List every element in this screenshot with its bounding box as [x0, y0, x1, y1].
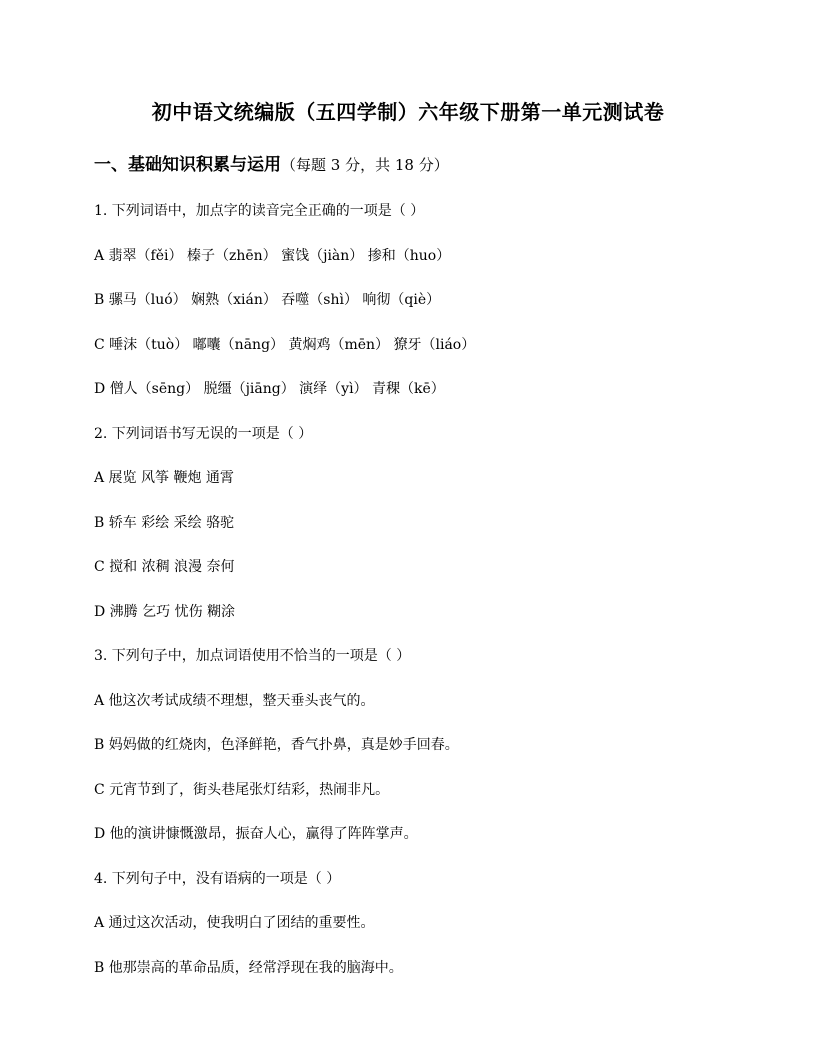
section-score-note: （每题 3 分，共 18 分） [281, 156, 449, 174]
question-2-stem: 2. 下列词语书写无误的一项是（ ） [94, 426, 313, 442]
question-1-option-d: D 僧人（sēng） 脱缰（jiāng） 演绎（yì） 青稞（kē） [94, 381, 445, 397]
question-1-option-c: C 唾沫（tuò） 嘟囔（nāng） 黄焖鸡（mēn） 獠牙（liáo） [94, 337, 476, 353]
question-3-stem: 3. 下列句子中，加点词语使用不恰当的一项是（ ） [94, 648, 411, 664]
question-2-option-c: C 搅和 浓稠 浪漫 奈何 [94, 559, 235, 575]
question-1-option-b: B 骡马（luó） 娴熟（xián） 吞噬（shì） 响彻（qiè） [94, 292, 441, 308]
question-3-option-a: A 他这次考试成绩不理想，整天垂头丧气的。 [94, 693, 375, 709]
question-2-option-a: A 展览 风筝 鞭炮 通霄 [94, 470, 234, 486]
section-heading-text: 一、基础知识积累与运用 [94, 155, 281, 175]
question-3-option-d: D 他的演讲慷慨激昂，振奋人心，赢得了阵阵掌声。 [94, 826, 418, 842]
question-4-option-b: B 他那崇高的革命品质，经常浮现在我的脑海中。 [94, 960, 403, 976]
question-3-option-c: C 元宵节到了，街头巷尾张灯结彩，热闹非凡。 [94, 782, 390, 798]
question-4-stem: 4. 下列句子中，没有语病的一项是（ ） [94, 871, 341, 887]
question-4-option-a: A 通过这次活动，使我明白了团结的重要性。 [94, 915, 375, 931]
question-2-option-b: B 轿车 彩绘 采绘 骆驼 [94, 515, 235, 531]
question-2-option-d: D 沸腾 乞巧 忧伤 糊涂 [94, 604, 236, 620]
question-1-option-a: A 翡翠（fěi） 榛子（zhēn） 蜜饯（jiàn） 掺和（huo） [94, 248, 451, 264]
section-heading [94, 150, 449, 175]
page-title: 初中语文统编版（五四学制）六年级下册第一单元测试卷 [151, 100, 665, 124]
question-1-stem: 1. 下列词语中，加点字的读音完全正确的一项是（ ） [94, 203, 425, 219]
question-3-option-b: B 妈妈做的红烧肉，色泽鲜艳，香气扑鼻，真是妙手回春。 [94, 737, 459, 753]
